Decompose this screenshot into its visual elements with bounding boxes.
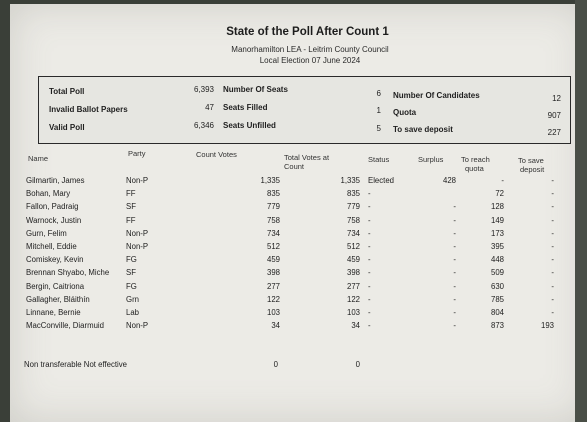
table-row xyxy=(10,242,587,255)
table-row xyxy=(10,176,587,189)
cell-save: - xyxy=(551,281,554,291)
cell-party: FF xyxy=(126,189,136,199)
page-title: State of the Poll After Count 1 xyxy=(226,26,389,38)
valid-label: Valid Poll xyxy=(49,123,85,132)
cell-surplus: 428 xyxy=(442,176,456,185)
cell-reach: 395 xyxy=(490,242,504,251)
deposit-label: To save deposit xyxy=(393,125,453,134)
cell-name: MacConville, Diarmuid xyxy=(26,321,104,331)
cell-surplus: - xyxy=(453,268,456,278)
cell-status: - xyxy=(368,255,371,265)
table-row xyxy=(10,268,587,281)
poll-document xyxy=(10,4,587,422)
cell-save: - xyxy=(551,176,554,185)
cell-status: - xyxy=(368,268,371,278)
cell-count: 34 xyxy=(271,321,280,331)
footer-row xyxy=(10,360,587,373)
cell-total: 734 xyxy=(346,228,360,238)
cell-party: Lab xyxy=(126,308,140,317)
col-name: Name xyxy=(28,154,49,163)
cell-reach: - xyxy=(501,176,504,185)
table-row xyxy=(10,321,587,334)
cell-name: Linnane, Bernie xyxy=(26,308,81,317)
cell-party: Non-P xyxy=(126,176,149,185)
filled-value: 1 xyxy=(376,106,381,115)
cell-status: - xyxy=(368,321,371,331)
cell-total: 835 xyxy=(346,189,360,199)
table-row xyxy=(10,308,587,321)
cell-surplus: - xyxy=(453,215,456,225)
cell-count: 512 xyxy=(266,242,280,251)
cell-total: 779 xyxy=(346,202,360,212)
col-save-2: deposit xyxy=(520,165,545,174)
cell-reach: 173 xyxy=(490,228,504,238)
constituency-subtitle: Manorhamilton LEA - Leitrim County Council xyxy=(231,45,389,54)
col-total-votes-1: Total Votes at xyxy=(284,153,330,162)
cell-status: - xyxy=(368,308,371,317)
summary-box xyxy=(38,76,571,144)
col-party: Party xyxy=(128,149,146,158)
cell-surplus: - xyxy=(453,242,456,251)
cell-status: Elected xyxy=(368,176,395,185)
cell-total: 1,335 xyxy=(340,176,360,185)
footer-total: 0 xyxy=(355,360,360,369)
invalid-label: Invalid Ballot Papers xyxy=(49,105,128,114)
table-row xyxy=(10,202,587,215)
cell-total: 277 xyxy=(346,281,360,291)
cell-name: Brennan Shyabo, Miche xyxy=(26,268,110,278)
cell-party: Non-P xyxy=(126,228,149,238)
cell-status: - xyxy=(368,294,371,304)
cell-party: FG xyxy=(126,281,137,291)
cell-reach: 72 xyxy=(495,189,504,199)
col-reach-2: quota xyxy=(465,164,484,173)
cell-count: 122 xyxy=(266,294,280,304)
cell-name: Bergin, Caitriona xyxy=(26,281,85,291)
footer-label: Non transferable Not effective xyxy=(24,360,128,369)
cell-reach: 630 xyxy=(490,281,504,291)
cell-count: 835 xyxy=(266,189,280,199)
cell-name: Gilmartin, James xyxy=(26,176,85,185)
unfilled-value: 5 xyxy=(376,124,381,133)
footer-count: 0 xyxy=(273,360,278,369)
cell-status: - xyxy=(368,228,371,238)
cell-save: - xyxy=(551,189,554,199)
valid-value: 6,346 xyxy=(193,121,214,130)
cell-name: Comiskey, Kevin xyxy=(26,255,84,265)
cell-status: - xyxy=(368,202,371,212)
cell-total: 103 xyxy=(346,308,360,317)
cell-name: Fallon, Padraig xyxy=(26,202,79,212)
cell-surplus: - xyxy=(453,202,456,212)
col-surplus: Surplus xyxy=(418,155,444,164)
background-edge xyxy=(575,0,587,422)
cell-total: 398 xyxy=(346,268,360,278)
cell-reach: 149 xyxy=(490,215,504,225)
invalid-value: 47 xyxy=(205,103,214,112)
cell-total: 34 xyxy=(351,321,360,331)
cell-count: 758 xyxy=(266,215,280,225)
cell-count: 398 xyxy=(266,268,280,278)
quota-value: 907 xyxy=(547,111,561,120)
candidates-label: Number Of Candidates xyxy=(393,91,480,100)
cell-surplus: - xyxy=(453,255,456,265)
col-total-votes-2: Count xyxy=(284,162,305,171)
election-date-subtitle: Local Election 07 June 2024 xyxy=(259,56,361,65)
unfilled-label: Seats Unfilled xyxy=(223,121,276,130)
cell-total: 758 xyxy=(346,215,360,225)
cell-count: 779 xyxy=(266,202,280,212)
quota-label: Quota xyxy=(393,108,417,117)
cell-reach: 873 xyxy=(490,321,504,331)
cell-count: 103 xyxy=(266,308,280,317)
cell-name: Bohan, Mary xyxy=(26,189,71,199)
table-row xyxy=(10,255,587,268)
cell-save: - xyxy=(551,308,554,317)
cell-party: FF xyxy=(126,215,136,225)
cell-save: - xyxy=(551,294,554,304)
cell-status: - xyxy=(368,242,371,251)
cell-reach: 448 xyxy=(490,255,504,265)
cell-party: Grn xyxy=(126,294,139,304)
table-row xyxy=(10,216,587,229)
deposit-value: 227 xyxy=(547,128,561,137)
cell-surplus: - xyxy=(453,294,456,304)
cell-total: 459 xyxy=(346,255,360,265)
col-save-1: To save xyxy=(518,156,544,165)
cell-party: SF xyxy=(126,202,136,212)
cell-status: - xyxy=(368,281,371,291)
cell-party: SF xyxy=(126,268,136,278)
cell-name: Gallagher, Bláithín xyxy=(26,294,90,304)
cell-total: 512 xyxy=(346,242,360,251)
total-poll-label: Total Poll xyxy=(49,87,85,96)
cell-save: - xyxy=(551,268,554,278)
seats-label: Number Of Seats xyxy=(223,85,288,94)
cell-status: - xyxy=(368,189,371,199)
cell-save: - xyxy=(551,202,554,212)
cell-count: 734 xyxy=(266,228,280,238)
cell-save: - xyxy=(551,228,554,238)
cell-save: - xyxy=(551,255,554,265)
cell-reach: 804 xyxy=(490,308,504,317)
cell-party: Non-P xyxy=(126,321,149,331)
cell-surplus: - xyxy=(453,281,456,291)
col-reach-1: To reach xyxy=(461,155,490,164)
cell-party: Non-P xyxy=(126,242,149,251)
cell-surplus: - xyxy=(453,308,456,317)
cell-status: - xyxy=(368,215,371,225)
table-row xyxy=(10,229,587,242)
cell-save: - xyxy=(551,242,554,251)
cell-reach: 509 xyxy=(490,268,504,278)
table-row xyxy=(10,282,587,295)
cell-party: FG xyxy=(126,255,137,265)
table-row xyxy=(10,295,587,308)
col-status: Status xyxy=(368,155,390,164)
seats-value: 6 xyxy=(376,89,381,98)
cell-reach: 785 xyxy=(490,294,504,304)
cell-name: Warnock, Justin xyxy=(26,215,82,225)
filled-label: Seats Filled xyxy=(223,103,268,112)
cell-count: 459 xyxy=(266,255,280,265)
candidates-value: 12 xyxy=(552,94,561,103)
cell-name: Mitchell, Eddie xyxy=(26,242,77,251)
col-count-votes: Count Votes xyxy=(196,150,237,159)
cell-count: 1,335 xyxy=(260,176,280,185)
cell-surplus: - xyxy=(453,228,456,238)
cell-save: 193 xyxy=(540,321,554,331)
table-row xyxy=(10,189,587,202)
cell-count: 277 xyxy=(266,281,280,291)
cell-surplus: - xyxy=(453,321,456,331)
cell-total: 122 xyxy=(346,294,360,304)
cell-save: - xyxy=(551,215,554,225)
cell-reach: 128 xyxy=(490,202,504,212)
total-poll-value: 6,393 xyxy=(193,85,214,94)
cell-name: Gurn, Felim xyxy=(26,228,67,238)
